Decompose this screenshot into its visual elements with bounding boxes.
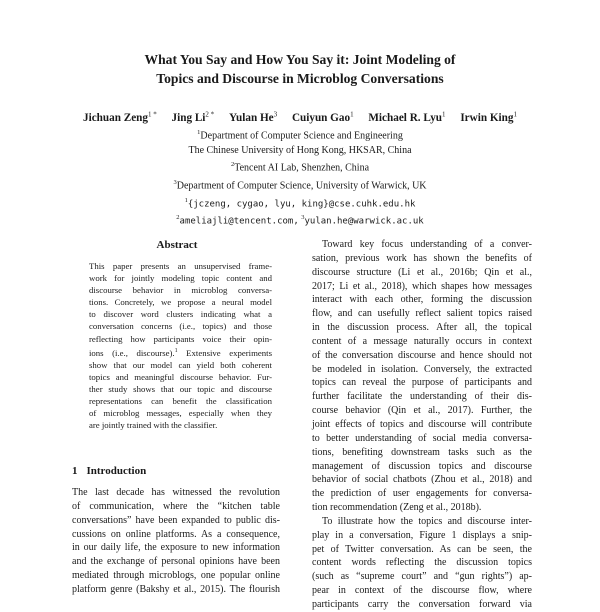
abstract-body [89, 260, 272, 431]
body-line: pet of Twitter conversation. As can be seen, the [312, 543, 532, 555]
affiliation-text: The Chinese University of Hong Kong, HKSAR, China [188, 144, 412, 156]
abstract-line: ther study shows that our topic and discourse [89, 383, 272, 394]
affiliation-text: Department of Computer Science and Engineering [200, 130, 403, 142]
abstract-line [89, 345, 272, 359]
abstract-line: discourse behavior in microblog conversa- [89, 285, 272, 296]
affiliation-text: Tencent AI Lab, Shenzhen, China [234, 162, 370, 174]
author-name: Yulan He [228, 111, 274, 124]
body-line: tion recommendation (Zeng et al., 2018b). [312, 502, 482, 514]
affiliation-text: Department of Computer Science, University of Warwick, UK [176, 180, 427, 192]
body-line: pear in context of the discourse flow, where [312, 585, 532, 597]
email-mark: 3 [301, 214, 305, 222]
author [460, 112, 517, 124]
body-line: The last decade has witnessed the revolution [72, 487, 280, 498]
abstract-paragraph [89, 260, 272, 431]
abstract-line: reflecting how participants voice their opin- [89, 333, 272, 344]
body-line: of communication, where the “kitchen table [72, 500, 280, 512]
abstract-line-text: ions (i.e., discourse). [89, 347, 175, 358]
body-line: To illustrate how the topics and discourse inter- [322, 515, 532, 527]
body-line: mediated through microblogs, one popular online [72, 570, 280, 582]
email-mark: 2 [176, 214, 180, 222]
abstract-line-text: Extensive experiments [177, 347, 272, 358]
body-line: in our daily life, the exposure to new information [72, 542, 280, 554]
title-line-2: Topics and Discourse in Microblog Conversations [156, 71, 444, 86]
intro-body [72, 486, 280, 597]
author [292, 112, 354, 124]
author-mark: 1 * [147, 110, 157, 118]
body-line: of the conversation discourse and hence should not [312, 349, 532, 361]
author [172, 112, 215, 124]
author-mark: 3 [273, 110, 278, 118]
author-mark: 2 * [205, 110, 215, 118]
body-line: in the discussion process. After all, the topical [312, 322, 532, 334]
affiliation-line [0, 158, 600, 176]
body-line: topics can reveal the purpose of participants and [312, 377, 532, 389]
affiliations [0, 126, 600, 229]
body-line: tions, benefiting downstream tasks such as the [312, 446, 532, 458]
body-line: discourse structure (Li et al., 2016b; Qin et al., [312, 266, 532, 278]
body-line: conversations” have been expanded to public dis- [72, 514, 280, 526]
affiliation-line [0, 126, 600, 144]
title-line-1: What You Say and How You Say it: Joint Modeling of [144, 52, 456, 67]
body-line: (such as “supreme court” and “gun rights”) ap- [312, 571, 532, 583]
body-paragraph [312, 515, 532, 612]
body-line: course behavior (Qin et al., 2017). Further, the [312, 405, 532, 417]
abstract-line: conversation concerns (i.e., topics) and those [89, 321, 272, 332]
email-line [0, 194, 600, 212]
body-line: platform genre (Bakshy et al., 2015). The flourish [72, 583, 280, 595]
author [368, 112, 445, 124]
abstract-line: representations can benefit the classification [89, 395, 272, 406]
body-line: further facilitate the understanding of their dis- [312, 391, 532, 403]
author-list [0, 110, 600, 124]
affiliation-mark: 3 [173, 178, 177, 186]
abstract-line: to discover word clusters indicating what a [89, 309, 272, 320]
body-line: cussions on online platforms. As a consequence, [72, 528, 280, 540]
affiliation-line [0, 176, 600, 194]
body-line: 2017; Li et al., 2018), which shapes how messages [312, 280, 532, 292]
abstract-line: of microblog messages, especially when they [89, 408, 272, 419]
body-line: joint effects of topics and discourse will contribute [312, 418, 532, 430]
author-name: Irwin King [460, 111, 514, 124]
abstract-line: topics and meaningful discourse behavior. Fur- [89, 371, 272, 382]
body-line: be modeled in isolation. Conversely, the extracted [312, 363, 532, 375]
author-name: Michael R. Lyu [368, 111, 443, 124]
body-line: participants carry the conversation forward via [312, 598, 532, 610]
abstract-heading: Abstract [156, 239, 198, 251]
body-line: interact with each other, forming the discussion [312, 294, 532, 306]
author-name: Cuiyun Gao [291, 111, 351, 124]
body-line: and the exchange of personal opinions have been [72, 556, 280, 568]
abstract-line: tions. Concretely, we propose a neural model [89, 297, 272, 308]
paper-title [0, 50, 600, 88]
author-mark: 1 [350, 110, 354, 118]
section-title: Introduction [86, 465, 147, 477]
author [83, 112, 157, 124]
body-line: behavior of social chatbots (Zhou et al., 2018) and [312, 474, 532, 486]
right-column-body [312, 238, 532, 612]
abstract-line: show that our model can yield both coherent [89, 359, 272, 370]
abstract-line: This paper presents an unsupervised frame- [89, 261, 272, 271]
affiliation-mark: 2 [230, 161, 235, 169]
author-name: Jichuan Zeng [83, 111, 148, 124]
author-mark: 1 [442, 110, 446, 118]
email-line [0, 211, 600, 229]
abstract-line: are jointly trained with the classifier. [89, 420, 218, 431]
section-number: 1 [72, 465, 78, 477]
section-heading [72, 465, 146, 477]
body-line: content of a message naturally occurs in context [312, 335, 532, 347]
body-line: to better understanding of social media conversa- [312, 432, 532, 444]
author-name: Jing Li [171, 111, 206, 124]
body-line: play in a conversation, Figure 1 displays a snip- [312, 529, 532, 541]
affiliation-mark: 1 [197, 129, 201, 136]
author [229, 112, 277, 124]
author-mark: 1 [513, 110, 517, 118]
body-line: Toward key focus understanding of a conver- [322, 239, 532, 250]
intro-paragraph [72, 486, 280, 597]
affiliation-line [0, 144, 600, 158]
email-text: ameliajli@tencent.com, [179, 216, 299, 227]
body-line: content words reflecting the discussion topics [312, 557, 532, 569]
email-mark: 1 [184, 196, 188, 204]
body-paragraph [312, 238, 532, 515]
abstract-line: work for jointly modeling topic content and [89, 273, 272, 284]
body-line: sation, previous work has shown the benefits of [312, 252, 532, 264]
body-line: flow, and can usefully reflect salient topics raised [312, 308, 532, 320]
email-text: {jczeng, cygao, lyu, king}@cse.cuhk.edu.hk [187, 198, 416, 209]
email-text: yulan.he@warwick.ac.uk [304, 216, 424, 227]
body-line: the prediction of user engagements for conversa- [312, 488, 532, 500]
body-line: management of discussion topics and discourse [312, 460, 532, 472]
footnote-mark: 1 [174, 347, 178, 354]
